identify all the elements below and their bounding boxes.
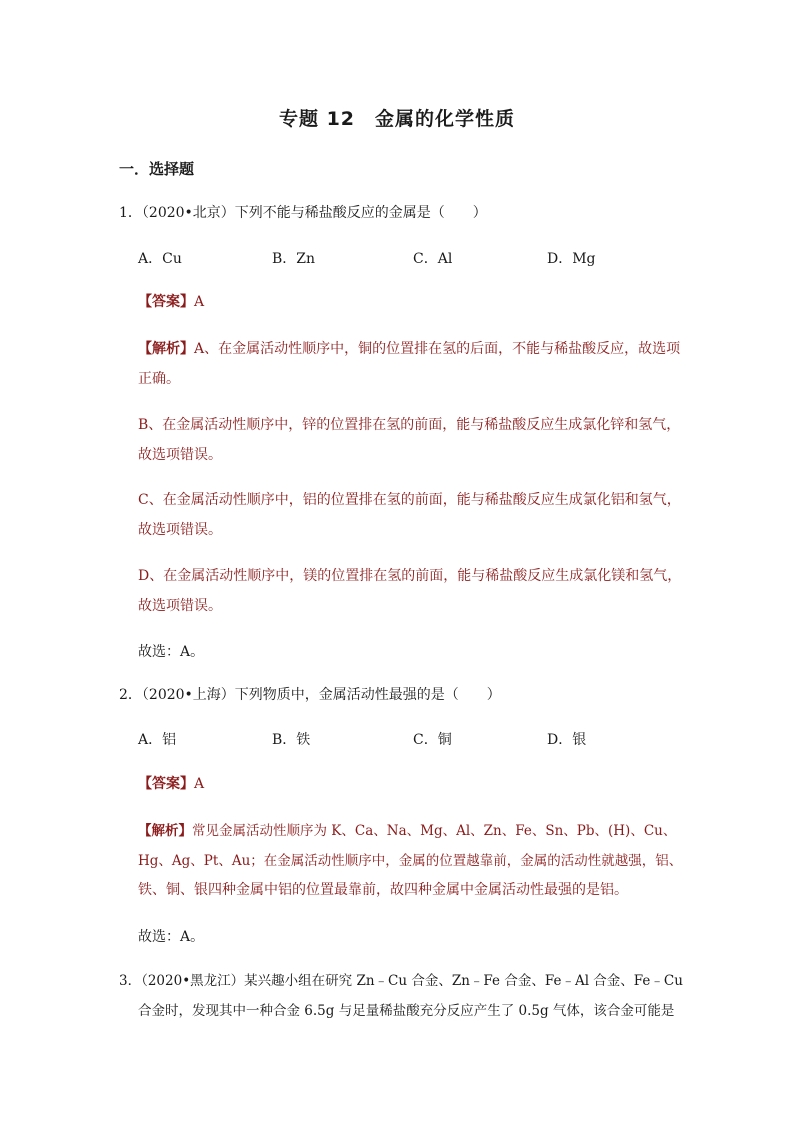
q1-analysis-line: B、在金属活动性顺序中，锌的位置排在氢的前面，能与稀盐酸反应生成氯化锌和氢气， [138, 417, 681, 433]
q1-stem: 1．（2020•北京）下列不能与稀盐酸反应的金属是（ ） [119, 205, 487, 221]
page-title: 专题 12 金属的化学性质 [278, 108, 516, 130]
q1-analysis-line: C、在金属活动性顺序中，铝的位置排在氢的前面，能与稀盐酸反应生成氯化铝和氢气， [138, 492, 681, 508]
answer-value: A [194, 294, 205, 310]
answer-value: A [194, 776, 205, 792]
q1-option-d: D．Mg [547, 251, 596, 267]
q1-option-a: A．Cu [138, 251, 182, 267]
q2-option-a: A．铝 [138, 732, 177, 748]
analysis-text: 常见金属活动性顺序为 K、Ca、Na、Mg、Al、Zn、Fe、Sn、Pb、(H)、Cu、 [192, 823, 677, 839]
q2-choose: 故选：A。 [138, 929, 205, 945]
q1-analysis-line: D、在金属活动性顺序中，镁的位置排在氢的前面，能与稀盐酸反应生成氯化镁和氢气， [138, 568, 682, 584]
q2-option-c: C．铜 [413, 732, 452, 748]
q2-stem: 2．（2020•上海）下列物质中，金属活动性最强的是（ ） [119, 687, 501, 703]
q1-analysis-line: 故选项错误。 [138, 598, 222, 614]
q2-analysis-line: 铁、铜、银四种金属中铝的位置最靠前，故四种金属中金属活动性最强的是铝。 [138, 882, 628, 898]
q3-stem-line: 3．（2020•黑龙江）某兴趣小组在研究 Zn﹣Cu 合金、Zn﹣Fe 合金、Fe﹣Al 合金、Fe﹣Cu [119, 973, 683, 989]
q1-analysis-line [138, 338, 680, 358]
q1-option-c: C．Al [413, 251, 453, 267]
q3-stem-line: 合金时，发现其中一种合金 6.5g 与足量稀盐酸充分反应产生了 0.5g 气体，该合金可能是 [138, 1003, 675, 1019]
analysis-text: A、在金属活动性顺序中，铜的位置排在氢的后面，不能与稀盐酸反应，故选项 [194, 341, 681, 357]
q2-answer [138, 773, 204, 793]
answer-tag: 【答案】 [138, 776, 194, 792]
answer-tag: 【答案】 [138, 294, 194, 310]
analysis-tag: 【解析】 [138, 341, 194, 357]
q2-analysis-line: Hg、Ag、Pt、Au；在金属活动性顺序中，金属的位置越靠前，金属的活动性就越强，铝、 [138, 853, 683, 869]
q1-answer [138, 291, 204, 311]
q1-analysis-line: 正确。 [138, 371, 180, 387]
q2-option-b: B．铁 [272, 732, 311, 748]
q2-option-d: D．银 [547, 732, 587, 748]
q2-analysis-line [138, 819, 676, 839]
section-heading: 一．选择题 [119, 160, 195, 178]
q1-analysis-line: 故选项错误。 [138, 447, 222, 463]
q1-analysis-line: 故选项错误。 [138, 522, 222, 538]
analysis-tag: 【解析】 [138, 823, 192, 839]
q1-option-b: B．Zn [272, 251, 316, 267]
q1-choose: 故选：A。 [138, 644, 205, 660]
